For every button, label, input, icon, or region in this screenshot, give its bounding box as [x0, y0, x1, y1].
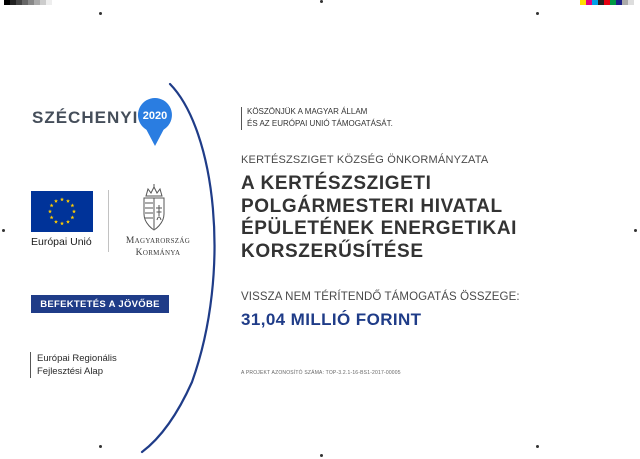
szechenyi-2020-badge-icon [137, 97, 173, 147]
registration-mark [320, 454, 323, 457]
szechenyi-year: 2020 [142, 110, 168, 122]
thanks-divider [241, 107, 242, 130]
eu-flag-icon [31, 191, 93, 232]
szechenyi-wordmark: SZÉCHENYI [32, 108, 139, 127]
registration-mark [536, 12, 539, 15]
eu-label: Európai Unió [31, 236, 92, 248]
registration-mark [634, 229, 637, 232]
government-label: Magyarország Kormánya [125, 236, 191, 258]
registration-mark [536, 445, 539, 448]
beneficiary-name: KERTÉSZSZIGET KÖZSÉG ÖNKORMÁNYZATA [241, 154, 489, 166]
project-id: A PROJEKT AZONOSÍTÓ SZÁMA: TOP-3.2.1-16-BS1-2017-00005 [241, 370, 401, 376]
registration-mark [320, 0, 323, 3]
hungarian-coat-of-arms-icon [140, 184, 168, 232]
registration-mark [99, 445, 102, 448]
fund-divider [30, 352, 31, 378]
project-title-line: A KERTÉSZSZIGETI [241, 173, 432, 194]
invest-in-future-banner: BEFEKTETÉS A JÖVŐBE [31, 295, 169, 313]
registration-mark [2, 229, 5, 232]
print-grayscale-strip [4, 0, 52, 5]
subsidy-label: VISSZA NEM TÉRÍTENDŐ TÁMOGATÁS ÖSSZEGE: [241, 291, 520, 303]
thanks-note: KÖSZÖNJÜK A MAGYAR ÁLLAM ÉS AZ EURÓPAI UNIÓ TÁMOGATÁSÁT. [247, 107, 393, 128]
project-title-line: ÉPÜLETÉNEK ENERGETIKAI [241, 218, 518, 239]
print-color-strip [580, 0, 634, 5]
logo-divider [108, 190, 109, 252]
fund-label: Európai Regionális Fejlesztési Alap [37, 353, 117, 377]
project-title-line: KORSZERŰSÍTÉSE [241, 240, 424, 262]
project-title [241, 173, 517, 263]
project-title-line: POLGÁRMESTERI HIVATAL [241, 195, 503, 217]
registration-mark [99, 12, 102, 15]
subsidy-amount: 31,04 MILLIÓ FORINT [241, 310, 422, 329]
